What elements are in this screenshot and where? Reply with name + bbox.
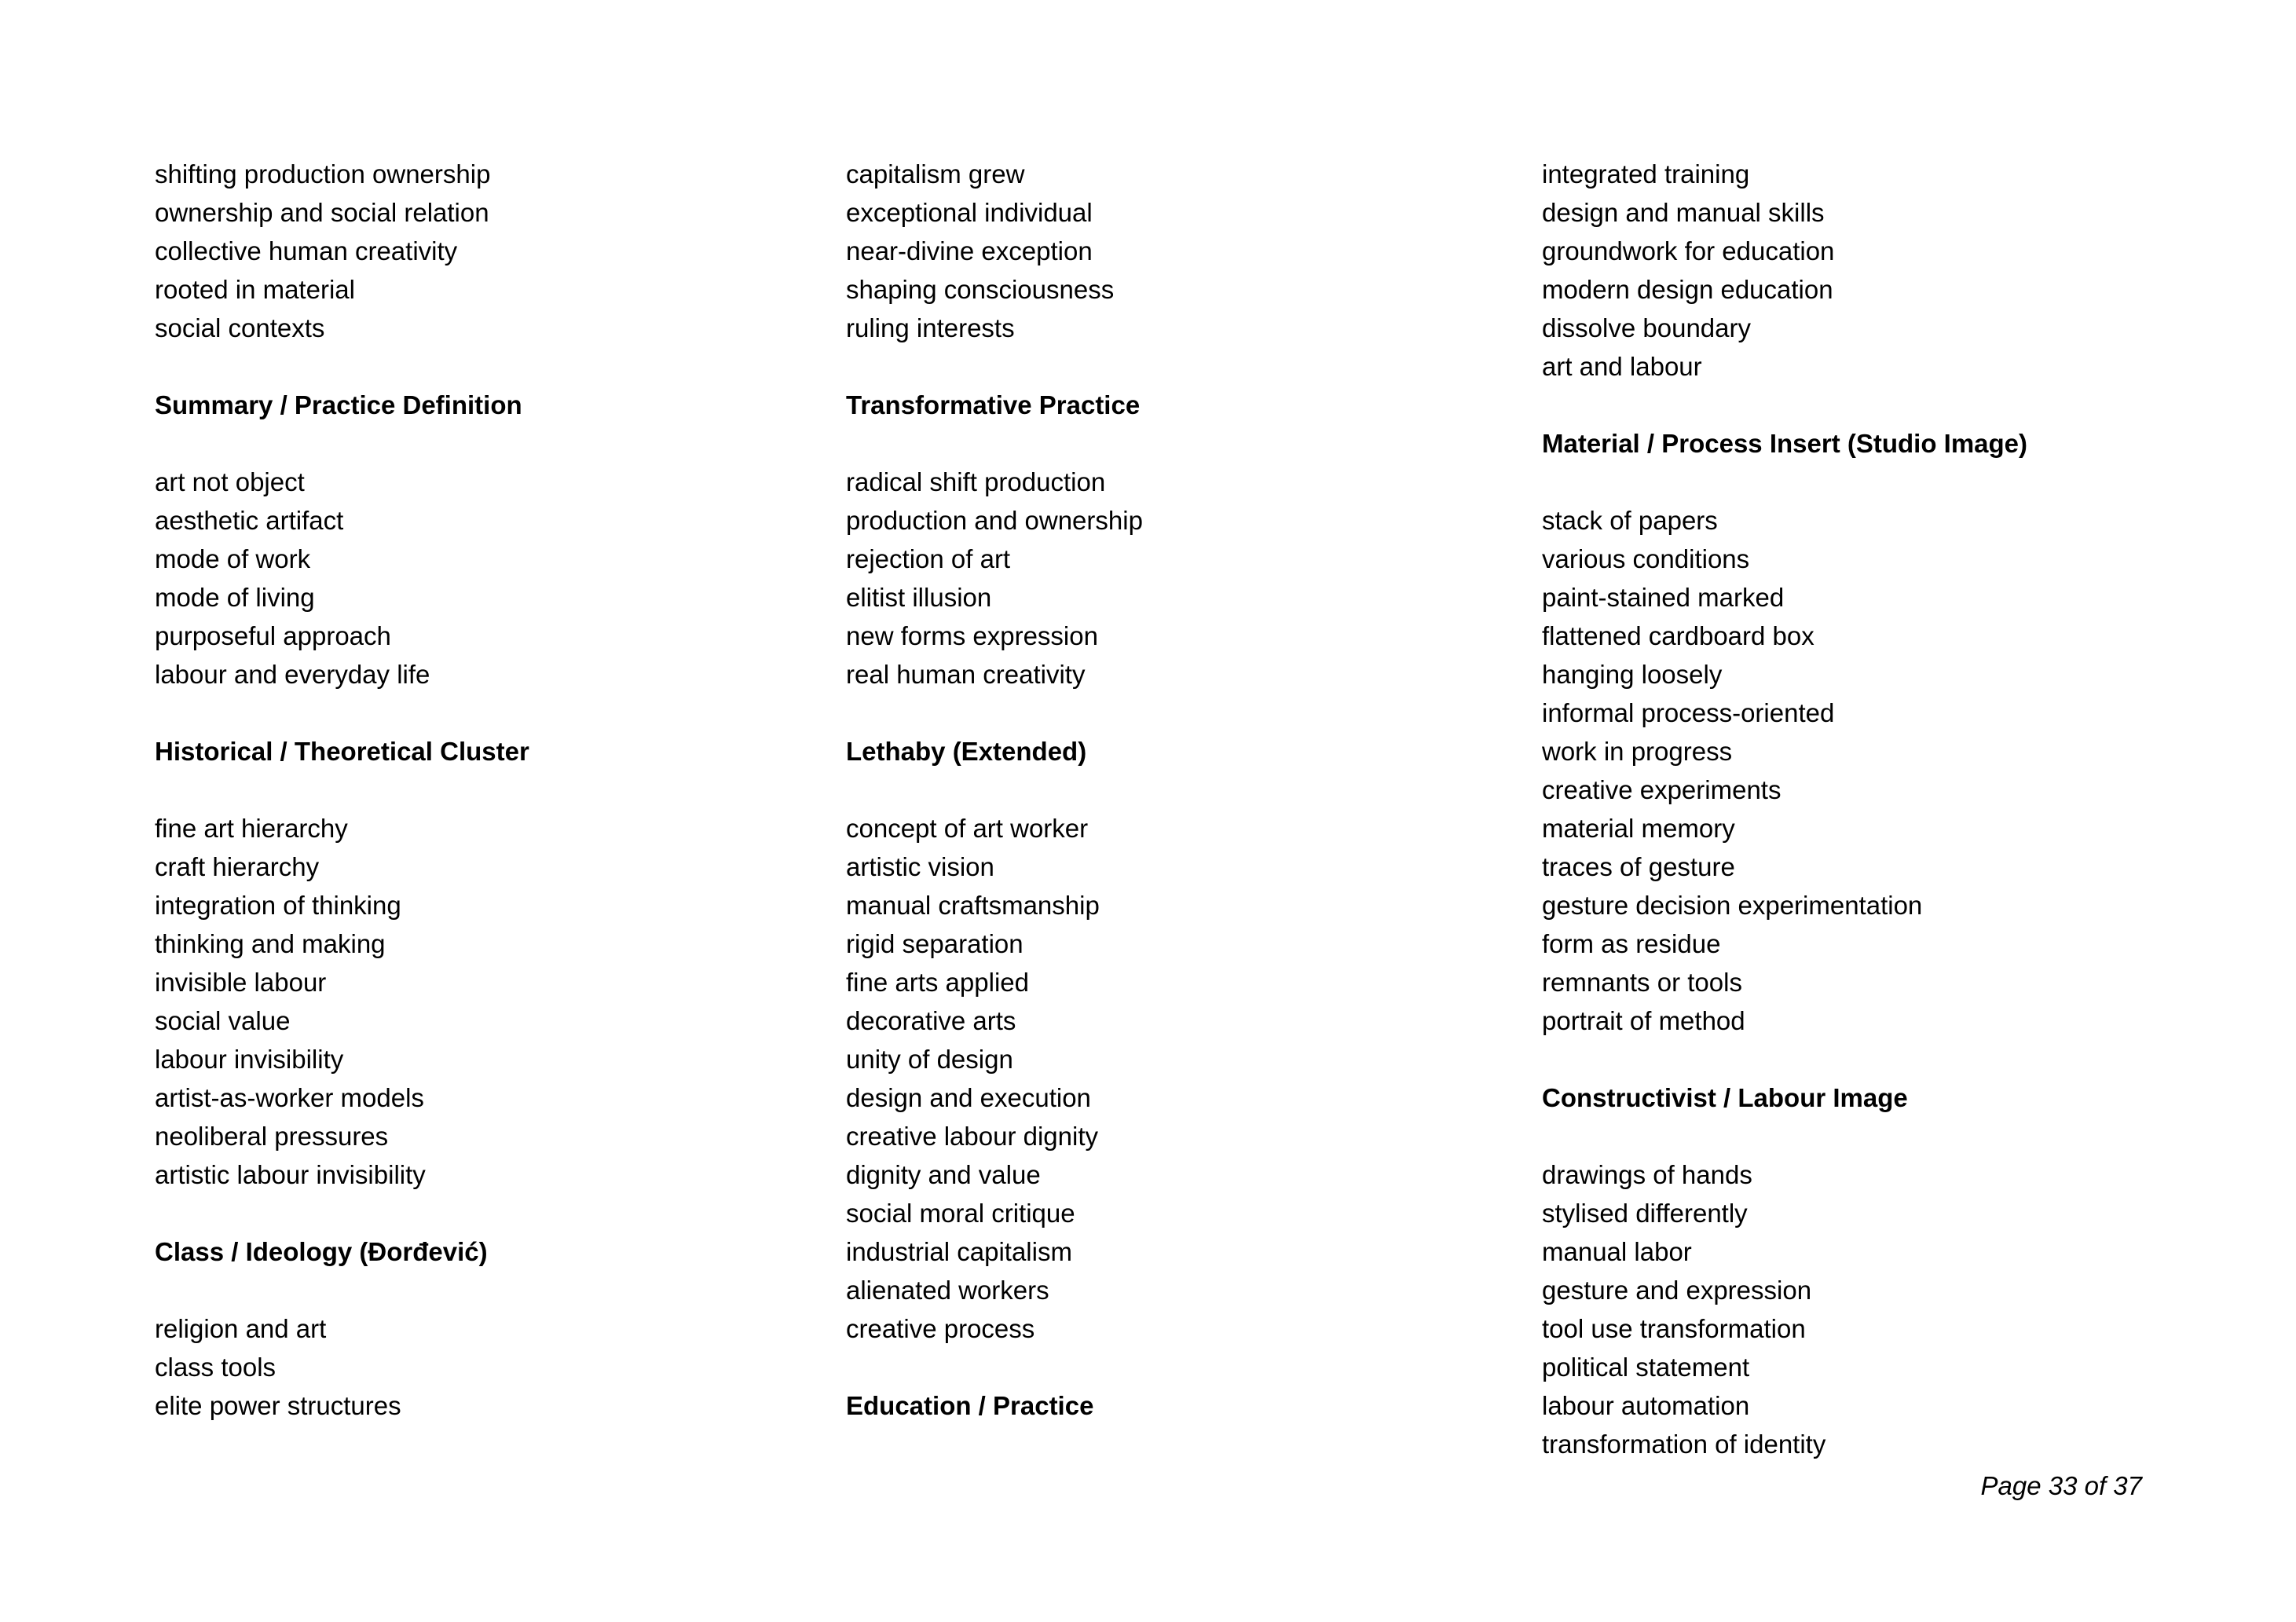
keyword-line: labour invisibility xyxy=(155,1045,344,1074)
keyword-line: ownership and social relation xyxy=(155,198,489,227)
keyword-line: creative experiments xyxy=(1542,775,1782,804)
keyword-line: mode of living xyxy=(155,583,315,612)
section-heading: Constructivist / Labour Image xyxy=(1542,1083,1908,1112)
blank-line xyxy=(846,1348,1534,1386)
blank-line xyxy=(846,694,1534,732)
keyword-line: mode of work xyxy=(155,544,311,573)
section-heading: Historical / Theoretical Cluster xyxy=(155,737,529,766)
keyword-line: near-divine exception xyxy=(846,236,1093,265)
keyword-line: thinking and making xyxy=(155,929,386,958)
keyword-line: production and ownership xyxy=(846,506,1143,535)
keyword-line: informal process-oriented xyxy=(1542,698,1835,727)
keyword-line: work in progress xyxy=(1542,737,1733,766)
blank-line xyxy=(1542,1117,2272,1155)
keyword-line: religion and art xyxy=(155,1314,327,1343)
keyword-line: creative process xyxy=(846,1314,1035,1343)
keyword-line: material memory xyxy=(1542,814,1735,843)
blank-line xyxy=(846,347,1534,386)
page-number: Page 33 of 37 xyxy=(1980,1471,2142,1500)
keyword-line: purposeful approach xyxy=(155,621,391,650)
keyword-line: drawings of hands xyxy=(1542,1160,1752,1189)
blank-line xyxy=(846,771,1534,809)
keyword-line: political statement xyxy=(1542,1353,1750,1382)
keyword-line: social value xyxy=(155,1006,291,1035)
keyword-line: hanging loosely xyxy=(1542,660,1723,689)
blank-line xyxy=(1542,463,2272,501)
keyword-line: elitist illusion xyxy=(846,583,992,612)
keyword-line: social moral critique xyxy=(846,1199,1075,1228)
keyword-line: new forms expression xyxy=(846,621,1098,650)
keyword-line: flattened cardboard box xyxy=(1542,621,1814,650)
keyword-line: decorative arts xyxy=(846,1006,1016,1035)
blank-line xyxy=(155,1194,838,1232)
keyword-line: labour and everyday life xyxy=(155,660,430,689)
keyword-line: integration of thinking xyxy=(155,891,401,920)
keyword-line: exceptional individual xyxy=(846,198,1093,227)
blank-line xyxy=(155,771,838,809)
keyword-line: rigid separation xyxy=(846,929,1023,958)
keyword-line: manual craftsmanship xyxy=(846,891,1100,920)
keyword-line: artistic vision xyxy=(846,852,994,881)
keyword-line: fine art hierarchy xyxy=(155,814,348,843)
keyword-line: collective human creativity xyxy=(155,236,458,265)
keyword-line: gesture and expression xyxy=(1542,1276,1812,1305)
keyword-line: social contexts xyxy=(155,313,325,342)
keyword-line: alienated workers xyxy=(846,1276,1049,1305)
keyword-line: unity of design xyxy=(846,1045,1013,1074)
blank-line xyxy=(155,424,838,463)
blank-line xyxy=(1542,386,2272,424)
keyword-line: paint-stained marked xyxy=(1542,583,1785,612)
keyword-line: neoliberal pressures xyxy=(155,1122,389,1151)
keyword-line: ruling interests xyxy=(846,313,1015,342)
keyword-line: shaping consciousness xyxy=(846,275,1115,304)
keyword-line: radical shift production xyxy=(846,467,1106,496)
keyword-column-1 xyxy=(155,155,838,1425)
section-heading: Education / Practice xyxy=(846,1391,1094,1420)
section-heading: Summary / Practice Definition xyxy=(155,390,522,419)
keyword-line: concept of art worker xyxy=(846,814,1089,843)
keyword-line: design and execution xyxy=(846,1083,1091,1112)
keyword-line: design and manual skills xyxy=(1542,198,1825,227)
keyword-line: stack of papers xyxy=(1542,506,1718,535)
blank-line xyxy=(155,347,838,386)
section-heading: Transformative Practice xyxy=(846,390,1141,419)
keyword-line: transformation of identity xyxy=(1542,1430,1826,1459)
keyword-line: remnants or tools xyxy=(1542,968,1742,997)
keyword-line: art not object xyxy=(155,467,305,496)
blank-line xyxy=(155,694,838,732)
keyword-line: creative labour dignity xyxy=(846,1122,1099,1151)
keyword-line: groundwork for education xyxy=(1542,236,1835,265)
keyword-line: artist-as-worker models xyxy=(155,1083,424,1112)
keyword-line: shifting production ownership xyxy=(155,159,491,189)
keyword-line: art and labour xyxy=(1542,352,1702,381)
keyword-line: artistic labour invisibility xyxy=(155,1160,426,1189)
keyword-line: portrait of method xyxy=(1542,1006,1745,1035)
keyword-line: dignity and value xyxy=(846,1160,1041,1189)
keyword-line: craft hierarchy xyxy=(155,852,320,881)
keyword-line: dissolve boundary xyxy=(1542,313,1751,342)
keyword-line: labour automation xyxy=(1542,1391,1750,1420)
keyword-column-2 xyxy=(846,155,1534,1425)
section-heading: Lethaby (Extended) xyxy=(846,737,1087,766)
keyword-column-3 xyxy=(1542,155,2272,1463)
keyword-line: industrial capitalism xyxy=(846,1237,1072,1266)
keyword-line: fine arts applied xyxy=(846,968,1029,997)
keyword-line: manual labor xyxy=(1542,1237,1692,1266)
section-heading: Class / Ideology (Đorđević) xyxy=(155,1237,488,1266)
blank-line xyxy=(846,424,1534,463)
blank-line xyxy=(1542,1040,2272,1078)
keyword-line: form as residue xyxy=(1542,929,1721,958)
keyword-line: modern design education xyxy=(1542,275,1833,304)
keyword-line: real human creativity xyxy=(846,660,1086,689)
section-heading: Material / Process Insert (Studio Image) xyxy=(1542,429,2028,458)
keyword-line: invisible labour xyxy=(155,968,327,997)
keyword-line: elite power structures xyxy=(155,1391,401,1420)
keyword-line: gesture decision experimentation xyxy=(1542,891,1923,920)
keyword-line: traces of gesture xyxy=(1542,852,1735,881)
keyword-line: stylised differently xyxy=(1542,1199,1748,1228)
keyword-line: aesthetic artifact xyxy=(155,506,344,535)
keyword-line: rejection of art xyxy=(846,544,1011,573)
keyword-line: integrated training xyxy=(1542,159,1750,189)
blank-line xyxy=(155,1271,838,1309)
keyword-line: tool use transformation xyxy=(1542,1314,1806,1343)
keyword-line: rooted in material xyxy=(155,275,355,304)
keyword-line: class tools xyxy=(155,1353,276,1382)
keyword-line: capitalism grew xyxy=(846,159,1025,189)
keyword-line: various conditions xyxy=(1542,544,1750,573)
